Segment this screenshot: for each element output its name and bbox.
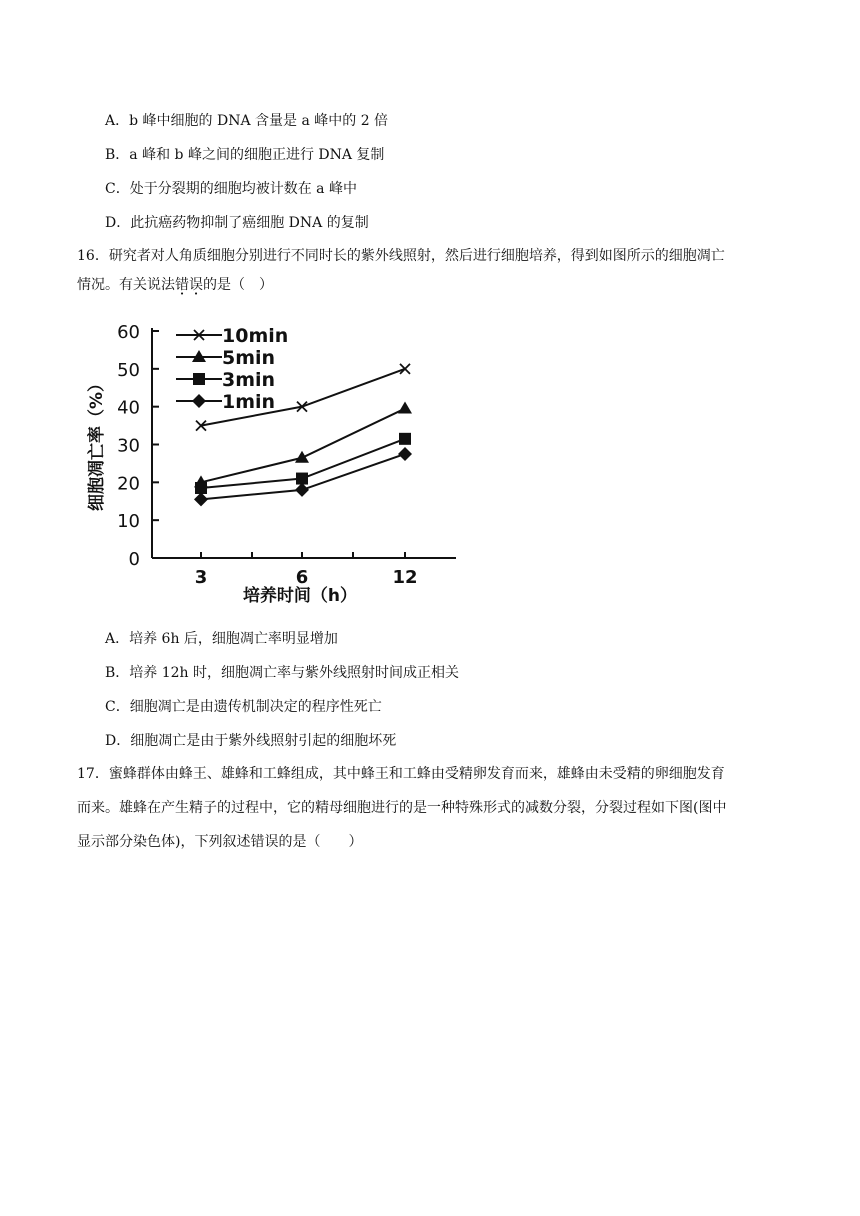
legend-marker bbox=[193, 373, 205, 385]
data-point bbox=[295, 451, 309, 463]
q16-option-d: D．细胞凋亡是由于紫外线照射引起的细胞坏死 bbox=[105, 733, 397, 749]
q17-stem-line2: 而来。雄蜂在产生精子的过程中，它的精母细胞进行的是一种特殊形式的减数分裂，分裂过程如下图(图中 bbox=[77, 800, 727, 816]
data-point bbox=[399, 433, 411, 445]
x-tick-label: 6 bbox=[295, 567, 309, 588]
legend-item-10min bbox=[176, 325, 288, 347]
legend-marker bbox=[192, 394, 206, 408]
y-tick-label: 40 bbox=[117, 397, 140, 419]
x-axis-label: 培养时间（h） bbox=[242, 586, 358, 606]
legend-label: 3min bbox=[222, 369, 276, 391]
data-point bbox=[398, 447, 412, 461]
data-point bbox=[195, 482, 207, 494]
q16-stem-post: 的是（ ） bbox=[203, 277, 273, 293]
legend-label: 5min bbox=[222, 347, 276, 369]
legend-item-5min bbox=[176, 347, 275, 369]
q16-emphasis-1: 错 bbox=[175, 277, 189, 293]
y-tick-label: 60 bbox=[117, 322, 140, 343]
apoptosis-line-chart bbox=[80, 318, 470, 610]
q16-stem-line1: 16．研究者对人角质细胞分别进行不同时长的紫外线照射，然后进行细胞培养，得到如图所示的细胞凋亡 bbox=[77, 248, 725, 264]
legend-item-3min bbox=[176, 369, 275, 391]
y-tick-label: 0 bbox=[128, 549, 140, 570]
q15-option-c: C．处于分裂期的细胞均被计数在 a 峰中 bbox=[105, 181, 357, 197]
legend-item-1min bbox=[176, 391, 275, 413]
legend-label: 1min bbox=[222, 391, 276, 413]
y-tick-label: 10 bbox=[117, 511, 140, 533]
q15-option-d: D．此抗癌药物抑制了癌细胞 DNA 的复制 bbox=[105, 215, 369, 231]
q16-option-c: C．细胞凋亡是由遗传机制决定的程序性死亡 bbox=[105, 699, 382, 715]
x-tick-label: 3 bbox=[194, 567, 208, 588]
data-point bbox=[296, 473, 308, 485]
q16-option-b: B．培养 12h 时，细胞凋亡率与紫外线照射时间成正相关 bbox=[105, 665, 460, 681]
x-tick-label: 12 bbox=[392, 567, 418, 588]
q15-option-b: B．a 峰和 b 峰之间的细胞正进行 DNA 复制 bbox=[105, 147, 385, 163]
q16-stem-pre: 情况。有关说法 bbox=[77, 277, 175, 293]
y-tick-label: 20 bbox=[117, 473, 140, 495]
q17-stem-line1: 17．蜜蜂群体由蜂王、雄蜂和工蜂组成，其中蜂王和工蜂由受精卵发育而来，雄蜂由未受精的卵细胞发育 bbox=[77, 766, 725, 782]
y-tick-label: 50 bbox=[117, 359, 140, 381]
q16-emphasis-2: 误 bbox=[189, 277, 203, 293]
chart-legend bbox=[176, 325, 288, 413]
data-point bbox=[295, 483, 309, 497]
y-tick-label: 30 bbox=[117, 435, 140, 457]
q16-stem-line2 bbox=[77, 275, 273, 295]
data-point bbox=[400, 364, 410, 374]
legend-label: 10min bbox=[222, 325, 289, 347]
q16-option-a: A．培养 6h 后，细胞凋亡率明显增加 bbox=[105, 631, 338, 647]
data-point bbox=[398, 402, 412, 414]
q17-stem-line3: 显示部分染色体)，下列叙述错误的是（ ） bbox=[77, 834, 363, 850]
q15-option-a: A．b 峰中细胞的 DNA 含量是 a 峰中的 2 倍 bbox=[105, 113, 389, 129]
y-axis-label: 细胞凋亡率（%） bbox=[87, 374, 107, 512]
data-point bbox=[194, 492, 208, 506]
